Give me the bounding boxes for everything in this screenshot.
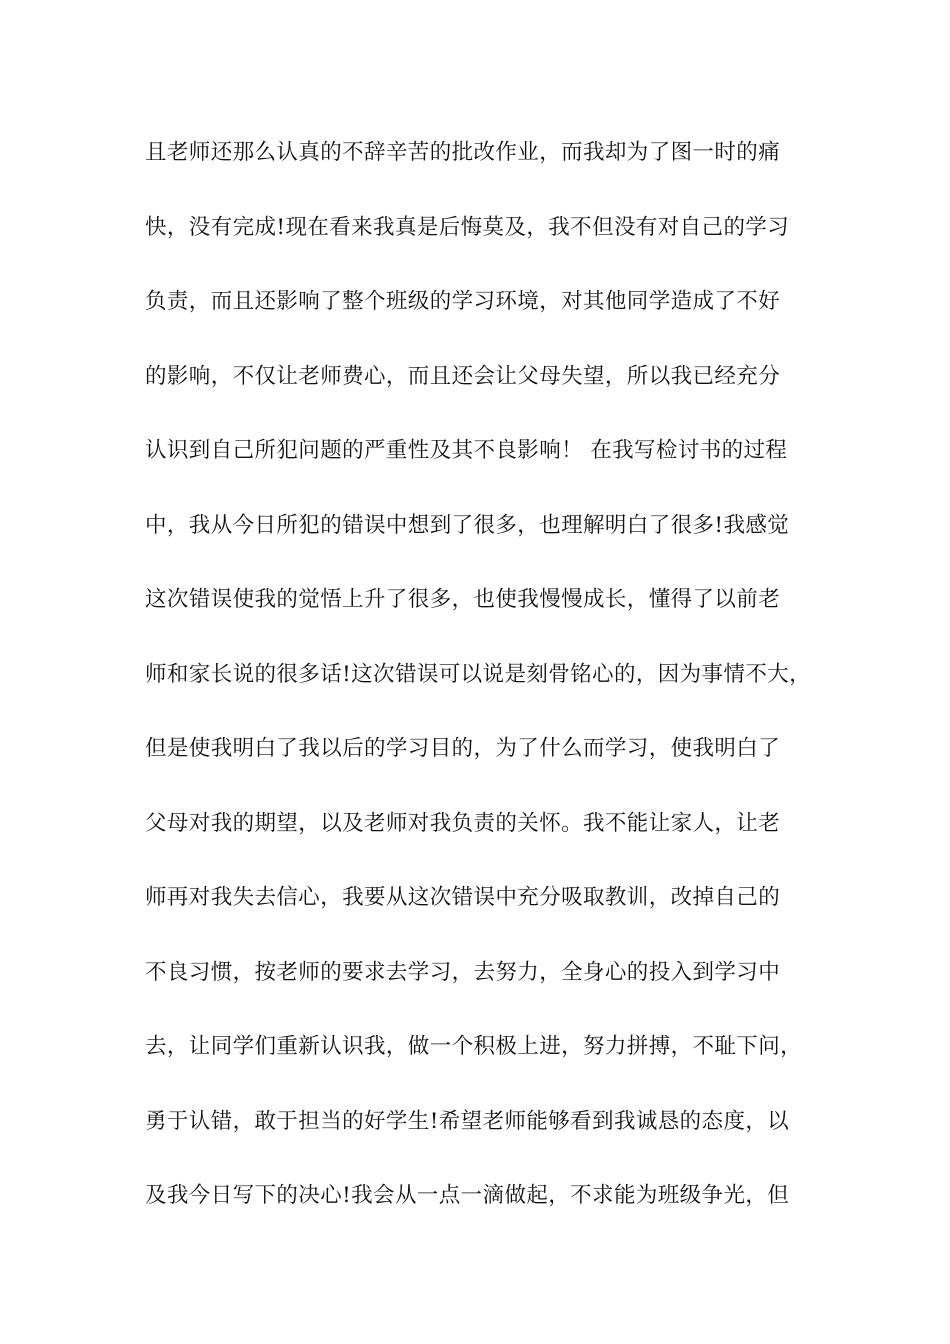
text-line-13: 去，让同学们重新认识我，做一个积极上进，努力拼搏，不耻下问， (145, 1034, 803, 1059)
text-line-10: 父母对我的期望，以及老师对我负责的关怀。我不能让家人，让老 (145, 810, 781, 836)
text-line-2: 快，没有完成!现在看来我真是后悔莫及，我不但没有对自己的学习 (145, 214, 790, 240)
text-line-7: 这次错误使我的觉悟上升了很多，也使我慢慢成长，懂得了以前老 (145, 587, 781, 612)
text-line-3: 负责，而且还影响了整个班级的学习环境，对其他同学造成了不好 (145, 289, 781, 314)
body-text (145, 134, 835, 1252)
text-line-4: 的影响，不仅让老师费心，而且还会让父母失望，所以我已经充分 (145, 363, 781, 389)
text-line-12: 不良习惯，按老师的要求去学习，去努力，全身心的投入到学习中 (145, 959, 781, 985)
text-line-9: 但是使我明白了我以后的学习目的，为了什么而学习，使我明白了 (145, 736, 781, 761)
text-line-8: 师和家长说的很多话!这次错误可以说是刻骨铭心的，因为事情不大， (145, 661, 812, 687)
text-line-15: 及我今日写下的决心!我会从一点一滴做起，不求能为班级争光，但 (145, 1183, 790, 1208)
text-line-6: 中，我从今日所犯的错误中想到了很多，也理解明白了很多!我感觉 (145, 512, 790, 538)
text-line-14: 勇于认错，敢于担当的好学生!希望老师能够看到我诚恳的态度，以 (145, 1108, 790, 1134)
text-line-11: 师再对我失去信心，我要从这次错误中充分吸取教训，改掉自己的 (145, 885, 781, 910)
text-line-1: 且老师还那么认真的不辞辛苦的批改作业，而我却为了图一时的痛 (145, 140, 781, 165)
text-line-5: 认识到自己所犯问题的严重性及其不良影响！ 在我写检讨书的过程 (145, 438, 788, 463)
